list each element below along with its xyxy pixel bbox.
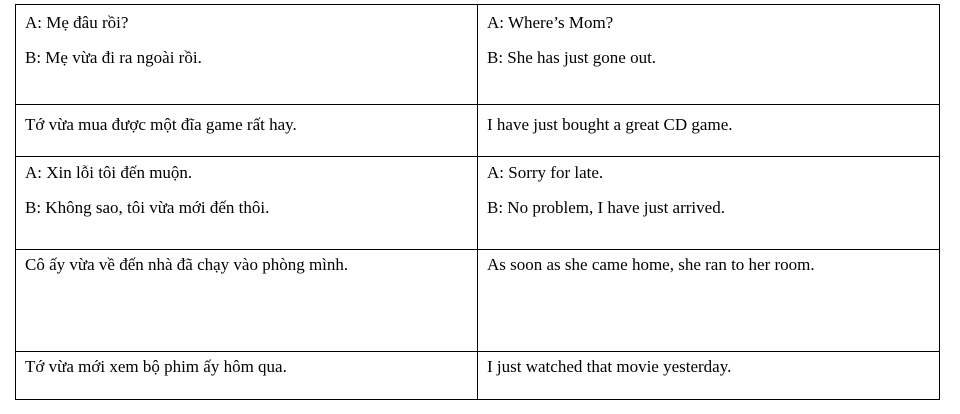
english-cell xyxy=(478,250,940,352)
vietnamese-cell xyxy=(16,250,478,352)
vietnamese-line: Tớ vừa mua được một đĩa game rất hay. xyxy=(25,115,297,134)
english-cell xyxy=(478,5,940,105)
vietnamese-line: A: Mẹ đâu rồi? xyxy=(25,13,129,32)
translation-table xyxy=(15,4,940,400)
english-line: B: No problem, I have just arrived. xyxy=(487,198,725,217)
table-row xyxy=(16,157,940,250)
table-row xyxy=(16,105,940,157)
english-cell xyxy=(478,157,940,250)
table-row xyxy=(16,352,940,400)
table-row xyxy=(16,250,940,352)
vietnamese-cell xyxy=(16,5,478,105)
vietnamese-line: Cô ấy vừa về đến nhà đã chạy vào phòng mình. xyxy=(25,255,349,274)
vietnamese-line: A: Xin lỗi tôi đến muộn. xyxy=(25,163,193,182)
vietnamese-line: B: Mẹ vừa đi ra ngoài rồi. xyxy=(25,48,202,67)
vietnamese-cell xyxy=(16,105,478,157)
english-line: As soon as she came home, she ran to her room. xyxy=(487,255,815,274)
english-line: I just watched that movie yesterday. xyxy=(487,357,732,376)
vietnamese-line: B: Không sao, tôi vừa mới đến thôi. xyxy=(25,198,270,217)
english-cell xyxy=(478,352,940,400)
english-cell xyxy=(478,105,940,157)
english-line: A: Sorry for late. xyxy=(487,163,604,182)
english-line: A: Where’s Mom? xyxy=(487,13,614,32)
vietnamese-cell xyxy=(16,157,478,250)
vietnamese-cell xyxy=(16,352,478,400)
table-row xyxy=(16,5,940,105)
vietnamese-line: Tớ vừa mới xem bộ phim ấy hôm qua. xyxy=(25,357,287,376)
english-line: B: She has just gone out. xyxy=(487,48,657,67)
english-line: I have just bought a great CD game. xyxy=(487,115,733,134)
